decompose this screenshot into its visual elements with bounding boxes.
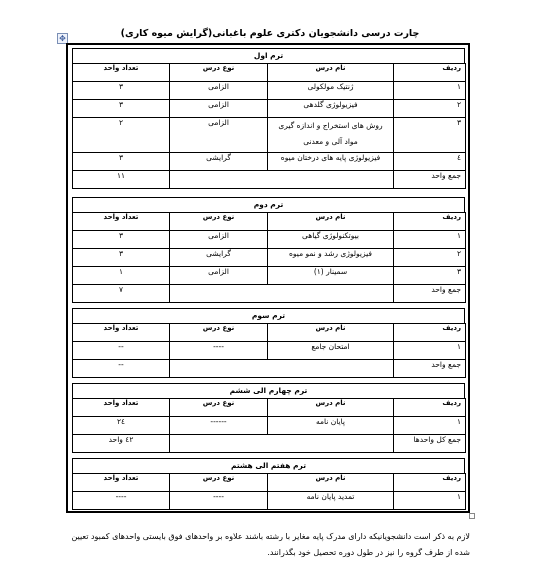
term-1-title: ترم اول [72,48,465,63]
footer-note [70,529,470,561]
row-number: ۲ [394,249,466,267]
header-course-type: نوع درس [170,399,268,417]
header-row-number: ردیف [394,324,466,342]
course-units: ۱ [73,267,170,285]
course-type: گرایشی [170,249,268,267]
row-number: ۱ [394,492,466,510]
table-move-handle-icon[interactable]: ✥ [57,33,68,44]
course-type: الزامی [170,231,268,249]
table-header-row [73,64,466,82]
header-row-number: ردیف [394,64,466,82]
header-course-type: نوع درس [170,474,268,492]
table-row [73,118,466,153]
course-units: ۳ [73,153,170,171]
table-row [73,82,466,100]
header-course-name: نام درس [268,474,394,492]
total-label: جمع واحد [394,285,466,303]
course-name: فیزیولوژی پایه های درختان میوه [268,153,394,171]
total-units: ٤۲ واحد [73,435,170,453]
footer-line-2: شده از طرف گروه را نیز در طول دوره تحصیل خود بگذرانند. [267,548,470,557]
header-row-number: ردیف [394,474,466,492]
table-header-row [73,213,466,231]
header-course-type: نوع درس [170,64,268,82]
course-name: فیزیولوژی گلدهی [268,100,394,118]
table-resize-handle[interactable] [469,513,475,519]
table-row [73,492,466,510]
course-units: ۳ [73,82,170,100]
header-units: تعداد واحد [73,474,170,492]
course-type: الزامی [170,82,268,100]
row-number: ٤ [394,153,466,171]
header-course-name: نام درس [268,213,394,231]
page-title: چارت درسی دانشجویان دکتری علوم باغبانی(گرایش میوه کاری) [120,28,420,39]
total-label: جمع واحد [394,171,466,189]
term-7-8-title: ترم هفتم الی هشتم [72,458,465,473]
row-number: ۱ [394,231,466,249]
term-3-title: ترم سوم [72,308,465,323]
term-2-title: ترم دوم [72,197,465,212]
course-units: ۲٤ [73,417,170,435]
row-number: ۳ [394,118,466,153]
course-name: فیزیولوژی رشد و نمو میوه [268,249,394,267]
table-row [73,231,466,249]
course-type: الزامی [170,100,268,118]
course-name: تمدید پایان نامه [268,492,394,510]
row-number: ۳ [394,267,466,285]
course-type: الزامی [170,118,268,153]
course-name: روش های استخراج و اندازه گیری مواد آلی و معدنی [268,118,394,153]
header-course-name: نام درس [268,64,394,82]
table-row [73,249,466,267]
empty-cell [170,435,394,453]
course-type: گرایشی [170,153,268,171]
term-3-block [72,308,465,378]
course-name: ژنتیک مولکولی [268,82,394,100]
course-type: الزامی [170,267,268,285]
course-name: بیوتکنولوژی گیاهی [268,231,394,249]
term-1-block [72,48,465,189]
total-label: جمع کل واحدها [394,435,466,453]
term-4-6-block [72,383,465,453]
header-course-name: نام درس [268,324,394,342]
total-units: -- [73,360,170,378]
term-7-8-block [72,458,465,510]
course-type: ---- [170,492,268,510]
empty-cell [170,285,394,303]
row-number: ۲ [394,100,466,118]
header-row-number: ردیف [394,399,466,417]
header-course-type: نوع درس [170,324,268,342]
table-row [73,417,466,435]
term-2-block [72,197,465,303]
row-number: ۱ [394,82,466,100]
total-units: ۱۱ [73,171,170,189]
header-units: تعداد واحد [73,213,170,231]
table-header-row [73,324,466,342]
header-units: تعداد واحد [73,64,170,82]
header-course-type: نوع درس [170,213,268,231]
table-row [73,267,466,285]
course-units: ۳ [73,231,170,249]
header-units: تعداد واحد [73,399,170,417]
course-units: ۲ [73,118,170,153]
course-units: ۳ [73,100,170,118]
curriculum-table [66,43,470,513]
row-number: ۱ [394,417,466,435]
course-units: -- [73,342,170,360]
header-course-name: نام درس [268,399,394,417]
course-units: ۳ [73,249,170,267]
total-row [73,285,466,303]
total-row [73,360,466,378]
total-label: جمع واحد [394,360,466,378]
table-header-row [73,399,466,417]
row-number: ۱ [394,342,466,360]
course-type: ---- [170,342,268,360]
course-name: امتحان جامع [268,342,394,360]
table-row [73,153,466,171]
term-4-6-title: ترم چهارم الی ششم [72,383,465,398]
table-row [73,100,466,118]
course-name: سمینار (۱) [268,267,394,285]
total-units: ۷ [73,285,170,303]
course-units: ---- [73,492,170,510]
header-units: تعداد واحد [73,324,170,342]
total-row [73,435,466,453]
course-name: پایان نامه [268,417,394,435]
empty-cell [170,360,394,378]
header-row-number: ردیف [394,213,466,231]
empty-cell [170,171,394,189]
table-header-row [73,474,466,492]
course-type: ------ [170,417,268,435]
footer-line-1: لازم به ذکر است دانشجویانیکه دارای مدرک پایه مغایر با رشته باشند علاوه بر واحدهای فوق بایستی واحدهای کمبود تعیین [71,532,470,541]
table-row [73,342,466,360]
total-row [73,171,466,189]
